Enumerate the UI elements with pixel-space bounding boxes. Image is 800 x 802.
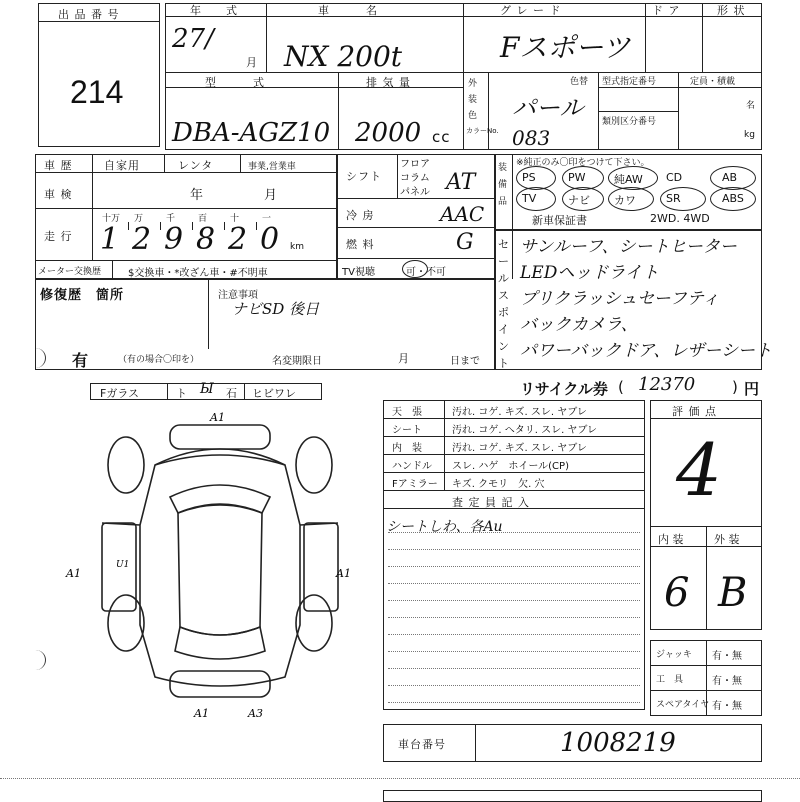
divider [598,87,762,88]
meter-label: メーター交換歴 [38,267,102,277]
damage-mark-rear-left: A1 [194,707,209,720]
month-unit-inspection: 月 [264,188,279,203]
divider [383,418,645,419]
tire-fl [108,437,144,493]
drive-options: 2WD. 4WD [650,212,710,225]
mileage-digit: 8 [196,222,216,257]
accessory-options: 有・無 [712,651,742,662]
shift-value: AT [446,170,476,195]
divider [598,111,678,112]
equip-circle [710,187,756,211]
interior-row-options: 汚れ. コゲ. へタリ. スレ. ヤブレ [452,425,598,436]
writing-line [388,583,640,584]
damage-mark-front: A1 [210,411,225,424]
history-label: 車 歴 [44,159,73,172]
equip-item: SR [666,192,681,205]
color-label: 色替 [570,77,589,87]
divider [444,400,445,490]
sales-line: バックカメラ、 [520,315,638,335]
year-unit: 年 [190,188,205,203]
writing-line [388,651,640,652]
score-value: 4 [676,428,722,512]
exterior-label: 外 装 [714,533,740,546]
writing-line [388,634,640,635]
tire-rl [108,595,144,651]
windshield [170,485,270,513]
exterior-value: B [718,570,748,616]
divider [208,279,209,349]
glass-stone: 石 [226,387,237,400]
divider [383,490,645,491]
divider [112,260,113,279]
type-label: 型 式 [205,76,265,89]
business-label: 事業,営業車 [248,162,296,172]
divider [92,154,93,260]
interior-row-label: ハンドル [392,461,432,472]
punch-hole [25,650,46,670]
car-name-value: NX 200t [284,40,403,73]
mileage-digit-label: 千 [166,214,176,224]
grade-label: グ レ ー ド [500,4,562,17]
car-diagram [60,405,380,725]
interior-row-options: スレ. ハゲ ホイール(CP) [452,461,569,472]
person-unit: 名 [746,101,756,111]
mileage-digit: 9 [164,222,184,257]
divider [488,72,489,150]
accessory-label: スペアタイヤ [656,700,710,710]
sales-line: パワーバックドア、レザーシート [520,341,772,361]
inspection-label: 車 検 [44,188,73,201]
mileage-digit-label: 万 [134,214,144,224]
name-change-day: 日まで [450,356,480,367]
equip-item: PW [568,171,586,184]
equip-item: TV [522,192,537,205]
kg-unit: kg [744,130,755,140]
divider [337,258,495,259]
warranty-label: 新車保証書 [532,214,587,227]
recycle-label: リサイクル券 [520,380,608,398]
writing-line [388,668,640,669]
equip-circle [608,187,654,211]
chassis-label: 車台番号 [398,738,446,751]
equip-item: カワ [614,194,636,207]
interior-row-options: キズ. クモリ 欠. 穴 [452,479,545,490]
divider [337,198,495,199]
shift-column: コラム [400,173,430,184]
mileage-digit-label: 百 [198,214,208,224]
roof [178,504,262,635]
sales-line: プリクラッシュセーフティ [520,289,720,309]
interior-row-label: 内 装 [392,443,422,454]
accessory-label: ジャッキ [656,650,692,660]
divider [224,222,225,230]
accessory-label: 工 具 [656,675,684,685]
tv-label: TV視聴 [342,267,375,278]
damage-mark-rear-right: A3 [248,707,263,720]
divider [35,208,337,209]
car-name-label: 車 名 [318,4,378,17]
accessory-options: 有・無 [712,701,742,712]
lot-number: 214 [70,74,124,110]
divider [192,222,193,230]
km-unit: km [290,242,304,252]
repair-label: 修復歴 箇所 [40,288,125,303]
tire-fr [296,437,332,493]
notes-value: ナビSD 後日 [232,300,320,318]
ac-label: 冷 房 [346,209,375,222]
assessor-note: シートしわ、各Au [386,519,503,535]
sales-line: サンルーフ、シートヒーター [520,237,737,257]
divider [256,222,257,230]
name-change-label: 名変期限日 [272,356,322,367]
equip-item: ナビ [568,194,590,207]
divider [167,383,168,400]
equip-item: PS [522,171,536,184]
glass-f: Fガラス [100,387,139,400]
divider [397,154,398,198]
writing-line [388,685,640,686]
year-value: 27/ [172,24,214,54]
equip-item: 純AW [614,173,643,186]
grade-value: Fスポーツ [500,31,631,64]
rear-window [175,627,265,659]
divider [463,3,464,150]
writing-line [388,566,640,567]
divider [160,222,161,230]
mileage-label: 走 行 [44,230,73,243]
mileage-digit-label: 一 [262,214,272,224]
recycle-paren-close: ) [732,378,739,396]
score-label: 評 価 点 [672,405,717,418]
mileage-digit-label: 十 [230,214,240,224]
interior-value: 6 [664,570,690,616]
divider [702,3,703,72]
tv-circle [402,260,428,278]
displacement-value: 2000 [355,118,422,148]
equip-circle [562,187,604,211]
recycle-unit: 円 [744,380,761,398]
writing-line [388,702,640,703]
chassis-value: 1008219 [560,728,676,758]
footer-line [0,778,800,779]
damage-mark-right: A1 [336,567,351,580]
assessor-label: 査 定 員 記 入 [452,496,530,509]
interior-row-options: 汚れ. コゲ. キズ. スレ. ヤブレ [452,407,587,418]
type-designation-label: 型式指定番号 [602,77,657,87]
equip-item: ABS [722,192,744,205]
divider [35,260,337,261]
divider [128,222,129,230]
divider [383,436,645,437]
writing-line [388,600,640,601]
tv-options: 可・不可 [406,267,446,278]
interior-row-label: Fアミラー [392,479,438,490]
month-unit: 月 [246,56,258,69]
divider [383,472,645,473]
divider [240,154,241,172]
writing-line [388,549,640,550]
lot-label: 出 品 番 号 [58,8,120,21]
equip-item: AB [722,171,738,184]
repair-note: （有の場合〇印を） [118,355,200,365]
glass-crack: ヒビワレ [252,387,296,400]
divider [645,3,646,72]
sales-label: セールスポイント [498,238,509,370]
equip-note: ※純正のみ〇印をつけて下さい。 [516,158,650,168]
displacement-label: 排 気 量 [366,76,411,89]
equip-label: 装備品 [498,163,508,207]
divider [706,526,707,630]
recycle-amount: 12370 [638,374,696,395]
recycle-paren-open: ( [618,378,625,396]
notes-label: 注意事項 [218,290,258,301]
door-label: ド ア [652,4,681,17]
sales-line: LEDヘッドライト [520,263,659,283]
ac-value: AAC [440,202,485,226]
punch-hole [25,348,46,368]
repair-value: 有 [72,351,90,370]
exterior-color-label: 外装色 [468,79,478,121]
divider [244,383,245,400]
divider [475,724,476,762]
private-label: 自家用 [104,159,140,172]
name-change-month: 月 [398,352,410,365]
interior-row-label: シート [392,425,422,436]
shift-panel: パネル [400,187,430,198]
writing-line [388,617,640,618]
year-label: 年 式 [190,4,238,17]
category-label: 類別区分番号 [602,117,657,127]
footer-box [383,790,762,802]
equip-circle [516,187,556,211]
mileage-digit: 1 [100,222,120,257]
divider [266,3,267,72]
body-label: 形 状 [717,4,746,17]
rental-label: レンタ [178,159,214,172]
glass-mark: Ы [200,381,214,397]
glass-to: ト [176,387,187,400]
divider [678,72,679,150]
capacity-label: 定員・積載 [690,77,736,87]
damage-mark-left: A1 [66,567,81,580]
fuel-value: G [456,230,474,255]
equip-item: CD [666,171,683,184]
damage-mark-door: U1 [116,560,130,570]
color-code-value: 083 [512,126,551,150]
divider [706,640,707,716]
mileage-digit: 2 [132,222,152,257]
writing-line [388,532,640,533]
accessory-options: 有・無 [712,676,742,687]
divider [337,227,495,228]
mileage-digit: 2 [228,222,248,257]
type-value: DBA-AGZ10 [172,118,331,148]
divider [164,154,165,172]
meter-options: $交換車・*改ざん車・#不明車 [128,268,268,279]
interior-row-label: 天 張 [392,407,422,418]
color-code-label: カラーNo. [466,127,499,135]
front-bumper [170,425,270,449]
shift-label: シフト [346,170,382,183]
mileage-digit: 0 [260,222,280,257]
mileage-digit-label: 十万 [102,214,121,224]
divider [383,508,645,509]
interior-label: 内 装 [658,533,684,546]
cc-unit: cc [432,128,451,146]
interior-row-options: 汚れ. コゲ. キズ. スレ. ヤブレ [452,443,587,454]
color-value: パール [512,94,584,122]
shift-floor: フロア [400,159,430,170]
equip-circle [660,187,706,211]
divider [338,72,339,150]
tire-rr [296,595,332,651]
fuel-label: 燃 料 [346,238,375,251]
divider [383,454,645,455]
